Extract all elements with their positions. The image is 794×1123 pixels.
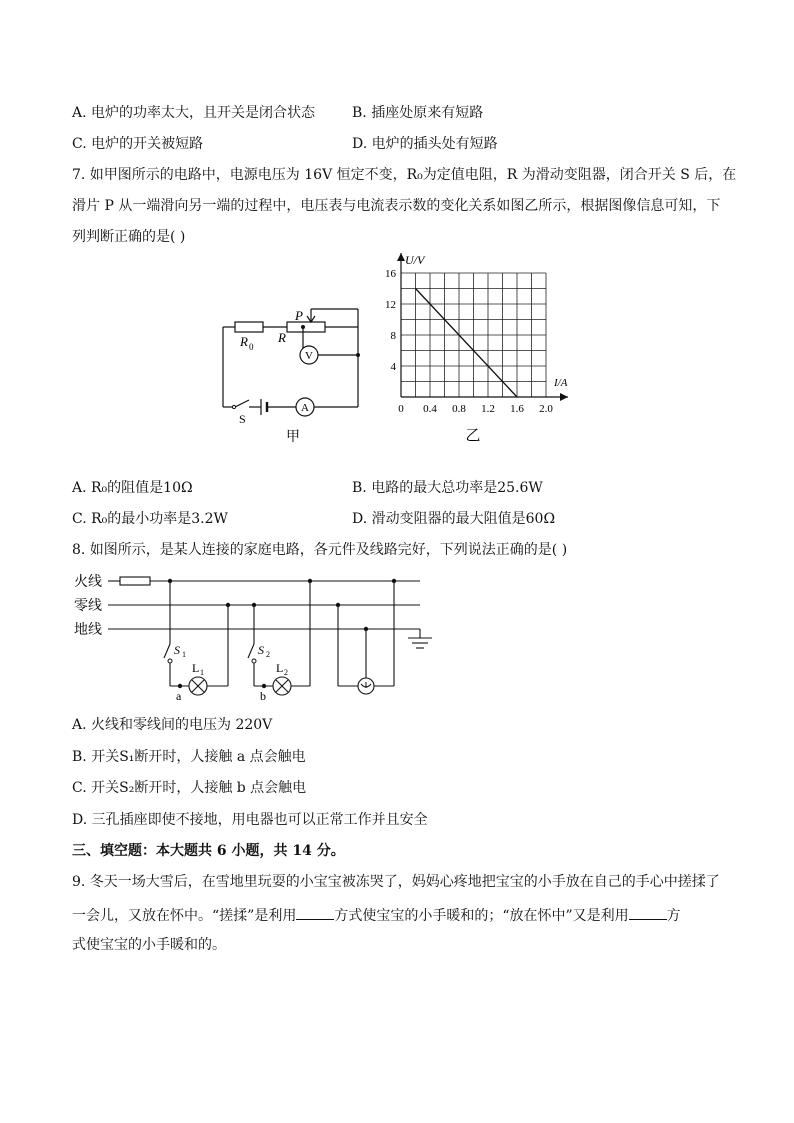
x-tick-label: 1.2 xyxy=(481,403,495,415)
q9-line2-part1: 一会儿，又放在怀中。“搓揉”是利用 xyxy=(72,908,297,924)
x-tick-label: 0 xyxy=(398,403,404,415)
lamp-l2-label: L xyxy=(276,661,284,675)
x-axis-arrow xyxy=(560,393,568,401)
switch-s1-subscript: 1 xyxy=(182,650,186,659)
r0-subscript: 0 xyxy=(249,342,254,352)
graph-caption: 乙 xyxy=(465,428,481,444)
switch-s2-label: S xyxy=(258,643,264,657)
circuit-caption: 甲 xyxy=(286,430,300,445)
q8-stem: 8. 如图所示，是某人连接的家庭电路，各元件及线路完好，下列说法正确的是( ) xyxy=(72,542,568,558)
ground-wire-label: 地线 xyxy=(74,623,102,638)
q9-line2-part2: 方式使宝宝的小手暖和的；“放在怀中”又是利用 xyxy=(334,908,629,924)
q6-option-b[interactable]: B. 插座处原来有短路 xyxy=(352,105,484,121)
q7-option-d[interactable]: D. 滑动变阻器的最大阻值是60Ω xyxy=(352,511,556,527)
q6-option-c[interactable]: C. 电炉的开关被短路 xyxy=(72,136,204,152)
q7-stem-line2: 滑片 P 从一端滑向另一端的过程中，电压表与电流表示数的变化关系如图乙所示，根据图像信息可知，下 xyxy=(72,198,721,214)
voltmeter-label: V xyxy=(305,350,313,362)
switch-label: S xyxy=(239,412,246,426)
q7-option-a[interactable]: A. R₀的阻值是10Ω xyxy=(72,480,193,496)
y-axis-label: U/V xyxy=(405,253,425,267)
y-tick-label: 12 xyxy=(385,299,396,311)
q7-option-b[interactable]: B. 电路的最大总功率是25.6W xyxy=(352,480,543,496)
q8-option-c[interactable]: C. 开关S₂断开时，人接触 b 点会触电 xyxy=(72,780,307,796)
q8-household-circuit xyxy=(72,570,442,705)
series-line-ui xyxy=(416,289,518,398)
lamp-l1-subscript: 1 xyxy=(200,668,204,677)
slider-label: P xyxy=(295,308,303,323)
y-axis-arrow xyxy=(397,253,405,261)
y-tick-label: 8 xyxy=(390,330,396,342)
lamp-l1-label: L xyxy=(192,661,200,675)
q6-option-d[interactable]: D. 电炉的插头处有短路 xyxy=(352,136,498,152)
q9-line1: 9. 冬天一场大雪后，在雪地里玩耍的小宝宝被冻哭了，妈妈心疼地把宝宝的小手放在自己的手心中搓揉了 xyxy=(72,874,720,890)
point-b-label: b xyxy=(260,689,266,703)
neutral-wire-label: 零线 xyxy=(74,599,102,614)
x-tick-label: 2.0 xyxy=(539,403,553,415)
x-axis-label: I/A xyxy=(554,377,568,389)
q7-stem-line1: 7. 如甲图所示的电路中，电源电压为 16V 恒定不变，R₀为定值电阻，R 为滑动变阻器，闭合开关 S 后，在 xyxy=(72,167,737,183)
q9-line3: 式使宝宝的小手暖和的。 xyxy=(72,937,226,953)
q9-blank-2[interactable] xyxy=(629,905,667,920)
switch-s1-label: S xyxy=(174,643,180,657)
y-tick-label: 4 xyxy=(390,361,396,373)
q8-option-b[interactable]: B. 开关S₁断开时，人接触 a 点会触电 xyxy=(72,749,306,765)
q8-option-a[interactable]: A. 火线和零线间的电压为 220V xyxy=(72,717,273,733)
q8-option-d[interactable]: D. 三孔插座即使不接地，用电器也可以正常工作并且安全 xyxy=(72,812,428,828)
x-tick-label: 0.4 xyxy=(423,403,437,415)
x-tick-label: 1.6 xyxy=(510,403,524,415)
q9-blank-1[interactable] xyxy=(296,905,334,920)
rheostat-label: R xyxy=(278,330,286,345)
x-tick-label: 0.8 xyxy=(452,403,466,415)
switch-s2-subscript: 2 xyxy=(266,650,270,659)
q7-stem-line3: 列判断正确的是( ) xyxy=(72,229,186,245)
q7-option-c[interactable]: C. R₀的最小功率是3.2W xyxy=(72,511,228,527)
q9-line2 xyxy=(72,905,681,925)
section3-heading: 三、填空题：本大题共 6 小题，共 14 分。 xyxy=(72,843,345,859)
q9-line2-part3: 方 xyxy=(666,908,681,924)
live-wire-label: 火线 xyxy=(74,575,102,590)
lamp-l2-subscript: 2 xyxy=(284,668,288,677)
y-tick-label: 16 xyxy=(385,268,396,280)
q6-option-a[interactable]: A. 电炉的功率太大，且开关是闭合状态 xyxy=(72,105,316,121)
q7-uv-graph xyxy=(378,250,578,445)
r0-label: R xyxy=(240,334,248,349)
point-a-label: a xyxy=(176,689,182,703)
q7-circuit-diagram xyxy=(215,300,375,450)
ammeter-label: A xyxy=(301,402,309,414)
